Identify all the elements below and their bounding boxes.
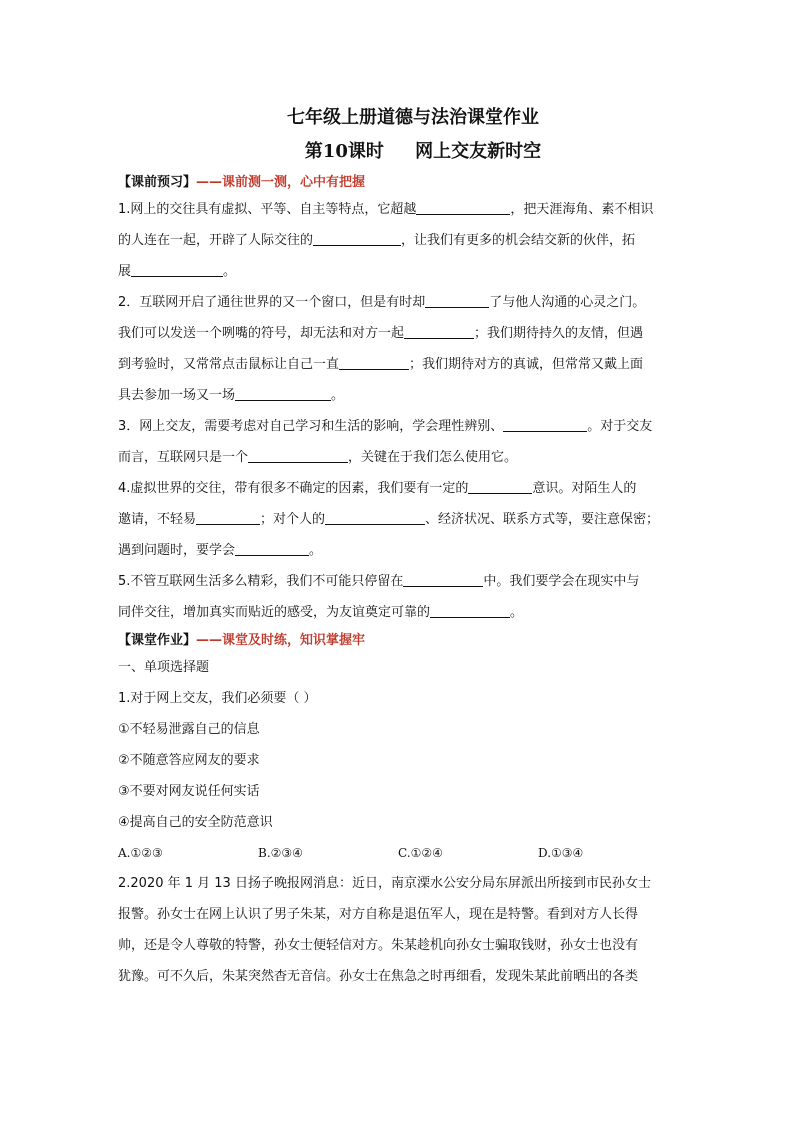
q5-text: 同伴交往，增加真实而贴近的感受，为友谊奠定可靠的: [118, 605, 431, 620]
answer-blank[interactable]: [403, 572, 483, 587]
q2-text: 2．互联网开启了通往世界的又一个窗口，但是有时却: [118, 295, 426, 310]
q4-text: 意识。对陌生人的: [532, 481, 637, 496]
preview-question-3: [118, 411, 684, 473]
passage-line: 帅，还是令人尊敬的特警，孙女士便轻信对方。朱某趁机向孙女士骗取钱财，孙女士也没有: [118, 938, 639, 953]
answer-blank[interactable]: [313, 231, 401, 246]
statement-item: ④提高自己的安全防范意识: [118, 815, 273, 830]
preview-section-heading: [118, 172, 684, 194]
option-c[interactable]: C.①②④: [398, 846, 443, 860]
q2-text: 我们可以发送一个咧嘴的符号，却无法和对方一起: [118, 326, 405, 341]
preview-motto: ——课前测一测，心中有把握: [196, 175, 366, 190]
preview-question-4: [118, 473, 684, 566]
preview-tag: 【课前预习】: [118, 175, 197, 190]
q3-text: 3．网上交友，需要考虑对自己学习和生活的影响，学会理性辨别、: [118, 419, 504, 434]
q4-text: 、经济状况、联系方式等，要注意保密；: [425, 512, 660, 527]
answer-blank[interactable]: [325, 510, 425, 525]
q4-text: 4.虚拟世界的交往，带有很多不确定的因素，我们要有一定的: [118, 481, 469, 496]
q4-text: 遇到问题时，要学会: [118, 543, 236, 558]
answer-blank[interactable]: [235, 386, 331, 401]
preview-question-2: [118, 287, 684, 411]
q2-text: ；我们期待持久的友情，但遇: [474, 326, 644, 341]
q2-text: 具去参加一场又一场: [118, 388, 236, 403]
q2-text: ；我们期待对方的真诚，但常常又戴上面: [409, 357, 644, 372]
answer-blank[interactable]: [196, 510, 260, 525]
preview-question-5: [118, 566, 684, 628]
answer-blank[interactable]: [248, 448, 348, 463]
answer-blank[interactable]: [468, 479, 532, 494]
statement-item: ①不轻易泄露自己的信息: [118, 722, 260, 737]
q4-text: ；对个人的: [260, 512, 326, 527]
answer-options: [118, 838, 684, 868]
q1-text: 的人连在一起，开辟了人际交往的: [118, 233, 314, 248]
statement-item: ③不要对网友说任何实话: [118, 784, 260, 799]
option-d[interactable]: D.①③④: [538, 846, 584, 860]
q5-text: 中。我们要学会在现实中与: [483, 574, 640, 589]
homework-tag: 【课堂作业】: [118, 633, 197, 648]
q3-text: ，关键在于我们怎么使用它。: [348, 450, 518, 465]
q1-text: 展: [118, 264, 132, 279]
homework-motto: ——课堂及时练，知识掌握牢: [196, 633, 366, 648]
q2-text: 。: [331, 388, 345, 403]
q1-text: 1.网上的交往具有虚拟、平等、自主等特点，它超越: [118, 202, 417, 217]
lesson-title: 第10课时 网上交友新时空: [304, 141, 542, 162]
statement-item: ②不随意答应网友的要求: [118, 753, 260, 768]
answer-blank[interactable]: [430, 603, 510, 618]
q4-text: 邀请，不轻易: [118, 512, 197, 527]
answer-blank[interactable]: [131, 262, 223, 277]
option-b[interactable]: B.②③④: [258, 846, 303, 860]
option-a[interactable]: A.①②③: [118, 846, 163, 860]
answer-blank[interactable]: [503, 417, 587, 432]
q5-text: 5.不管互联网生活多么精彩，我们不可能只停留在: [118, 574, 404, 589]
q1-text: 。: [223, 264, 237, 279]
answer-blank[interactable]: [404, 324, 474, 339]
q2-text: 到考验时，又常常点击鼠标让自己一直: [118, 357, 340, 372]
preview-question-1: [118, 194, 684, 287]
single-choice-heading: 一、单项选择题: [118, 660, 210, 675]
q2-text: 了与他人沟通的心灵之门。: [489, 295, 646, 310]
passage-line: 犹豫。可不久后，朱某突然杳无音信。孙女士在焦急之时再细看，发现朱某此前晒出的各类: [118, 969, 639, 984]
q1-text: ，让我们有更多的机会结交新的伙伴，拓: [401, 233, 636, 248]
homework-section-heading: [118, 630, 684, 652]
answer-blank[interactable]: [339, 355, 409, 370]
passage-line: 报警。孙女士在网上认识了男子朱某，对方自称是退伍军人，现在是特警。看到对方人长得: [118, 907, 639, 922]
q4-text: 。: [309, 543, 323, 558]
q5-text: 。: [510, 605, 524, 620]
q1-text: ，把天涯海角、素不相识: [510, 202, 654, 217]
homework-question-2: [118, 868, 684, 992]
worksheet-page: [118, 100, 684, 992]
q3-text: 。对于交友: [587, 419, 653, 434]
answer-blank[interactable]: [416, 200, 510, 215]
worksheet-title: 七年级上册道德与法治课堂作业: [287, 107, 539, 128]
answer-blank[interactable]: [425, 293, 489, 308]
question-stem: 1.对于网上交友，我们必须要（ ）: [118, 691, 317, 706]
answer-blank[interactable]: [235, 541, 309, 556]
q3-text: 而言，互联网只是一个: [118, 450, 249, 465]
homework-question-1: [118, 683, 684, 868]
passage-line: 2.2020 年 1 月 13 日扬子晚报网消息：近日，南京溧水公安分局东屏派出所接到市民孙女士: [118, 876, 651, 891]
